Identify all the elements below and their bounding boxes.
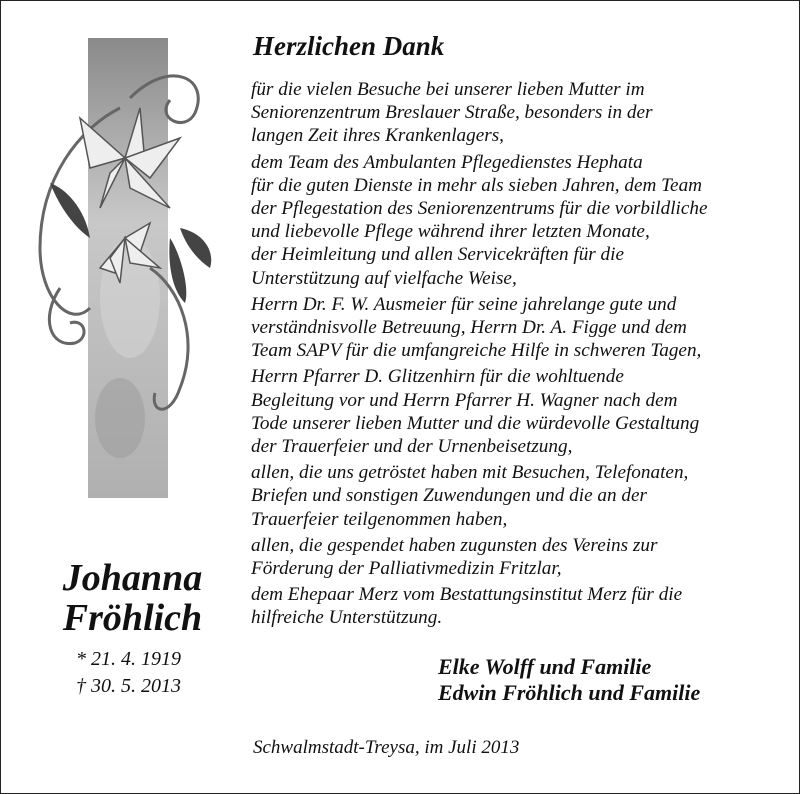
thanks-paragraph: allen, die gespendet haben zugunsten des Vereins zur Förderung der Palliativmedizin Fritzlar,: [251, 534, 658, 580]
deceased-first-name: Johanna: [62, 557, 203, 599]
thanks-paragraph: dem Team des Ambulanten Pflegedienstes Hephata für die guten Dienste in mehr als sieben Jahren, dem Team der Pflegestation des Seniorenzentrums für die vorbildliche und liebevolle Pflege während ihrer letzten Monate, der Heimleitung und allen Servicekräften für die Unterstützung auf vielfache Weise,: [251, 151, 708, 289]
signature-line: Edwin Fröhlich und Familie: [438, 680, 701, 705]
thanks-paragraph: allen, die uns getröstet haben mit Besuchen, Telefonaten, Briefen und sonstigen Zuwendungen und die an der Trauerfeier teilgenommen haben,: [251, 462, 689, 530]
thanks-body: [251, 78, 781, 633]
place-date: Schwalmstadt-Treysa, im Juli 2013: [253, 737, 520, 758]
thanks-paragraph: für die vielen Besuche bei unserer lieben Mutter im Seniorenzentrum Breslauer Straße, besonders in der langen Zeit ihres Krankenlagers,: [251, 79, 653, 147]
birth-date: * 21. 4. 1919: [76, 648, 181, 670]
thanks-paragraph: Herrn Dr. F. W. Ausmeier für seine jahrelange gute und verständnisvolle Betreuung, Herrn Dr. A. Figge und dem Team SAPV für die umfangreiche Hilfe in schweren Tagen,: [251, 293, 702, 362]
death-date: † 30. 5. 2013: [76, 675, 181, 697]
thanks-paragraph: Herrn Pfarrer D. Glitzenhirn für die wohltuende Begleitung vor und Herrn Pfarrer H. Wagner nach dem Tode unserer lieben Mutter und die würdevolle Gestaltung der Trauerfeier und der Urnenbeisetzung,: [251, 366, 700, 458]
notice-heading: Herzlichen Dank: [253, 31, 445, 61]
thanks-paragraph: dem Ehepaar Merz vom Bestattungsinstitut Merz für die hilfreiche Unterstützung.: [251, 584, 683, 629]
deceased-last-name: Fröhlich: [62, 597, 203, 639]
lily-flower-image: [30, 38, 230, 500]
signature-line: Elke Wolff und Familie: [438, 654, 652, 679]
